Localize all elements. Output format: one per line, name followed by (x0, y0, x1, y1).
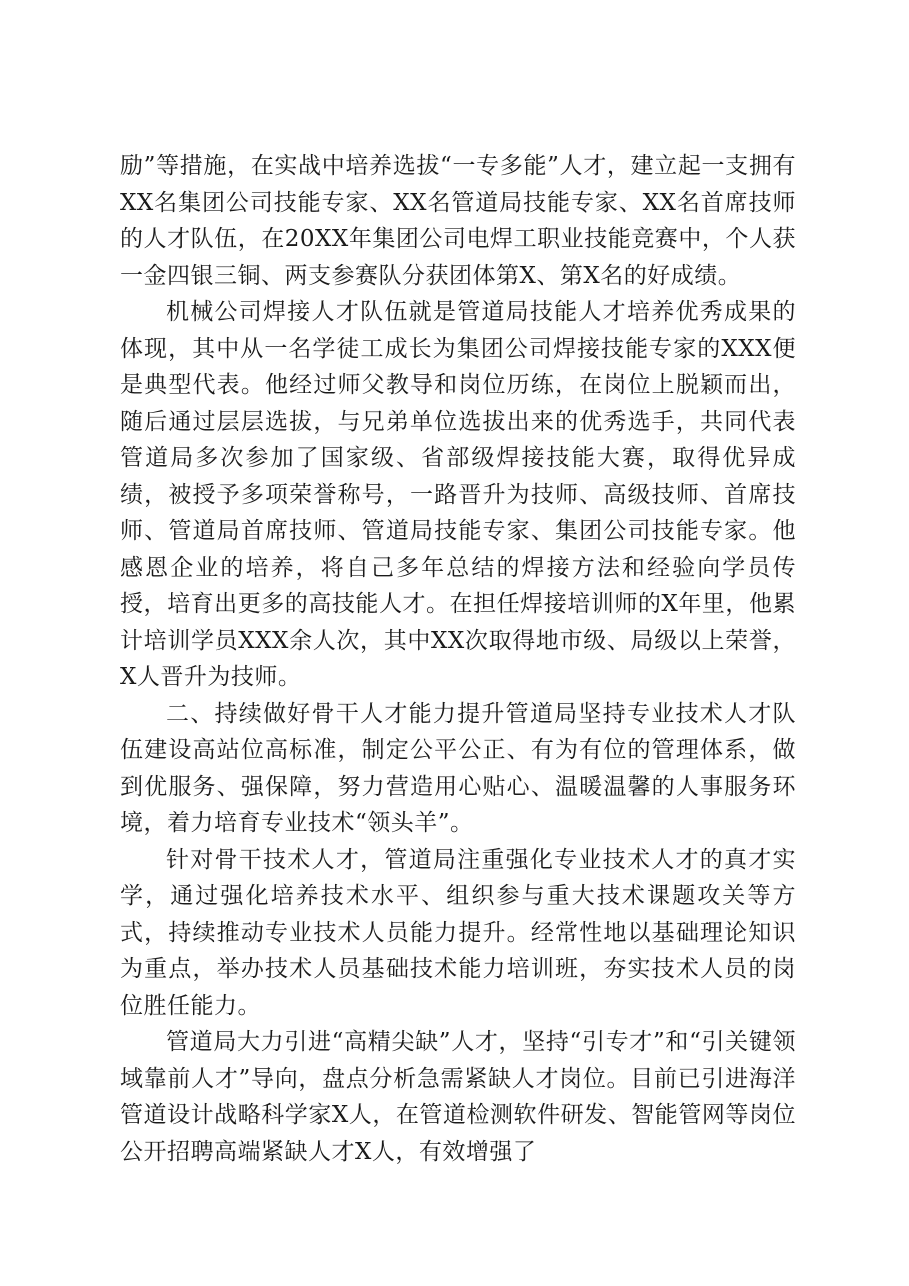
paragraph-backbone-talent: 针对骨干技术人才，管道局注重强化专业技术人才的真才实学，通过强化培养技术水平、组织参与重大技术课题攻关等方式，持续推动专业技术人员能力提升。经常性地以基础理论知识为重点，举办技术人员基础技术能力培训班，夯实技术人员的岗位胜任能力。 (120, 846, 796, 1019)
paragraph-talent-introduction: 管道局大力引进“高精尖缺”人才，坚持“引专才”和“引关键领域靠前人才”导向，盘点分析急需紧缺人才岗位。目前已引进海洋管道设计战略科学家X人，在管道检测软件研发、智能管网等岗位公开招聘高端紧缺人才X人，有效增强了 (120, 1029, 796, 1165)
document-page (120, 148, 796, 1170)
paragraph-section-two: 二、持续做好骨干人才能力提升管道局坚持专业技术人才队伍建设高站位高标准，制定公平公正、有为有位的管理体系，做到优服务、强保障，努力营造用心贴心、温暖温馨的人事服务环境，着力培育专业技术“领头羊”。 (120, 700, 796, 836)
paragraph-continuation: 励”等措施，在实战中培养选拔“一专多能”人才，建立起一支拥有XX名集团公司技能专家、XX名管道局技能专家、XX名首席技师的人才队伍，在20XX年集团公司电焊工职业技能竞赛中，个人获一金四银三铜、两支参赛队分获团体第X、第X名的好成绩。 (120, 153, 796, 289)
paragraph-welding-team: 机械公司焊接人才队伍就是管道局技能人才培养优秀成果的体现，其中从一名学徒工成长为集团公司焊接技能专家的XXX便是典型代表。他经过师父教导和岗位历练，在岗位上脱颖而出，随后通过层层选拔，与兄弟单位选拔出来的优秀选手，共同代表管道局多次参加了国家级、省部级焊接技能大赛，取得优异成绩，被授予多项荣誉称号，一路晋升为技师、高级技师、首席技师、管道局首席技师、管道局技能专家、集团公司技能专家。他感恩企业的培养，将自己多年总结的焊接方法和经验向学员传授，培育出更多的高技能人才。在担任焊接培训师的X年里，他累计培训学员XXX余人次，其中XX次取得地市级、局级以上荣誉，X人晋升为技师。 (120, 299, 796, 690)
